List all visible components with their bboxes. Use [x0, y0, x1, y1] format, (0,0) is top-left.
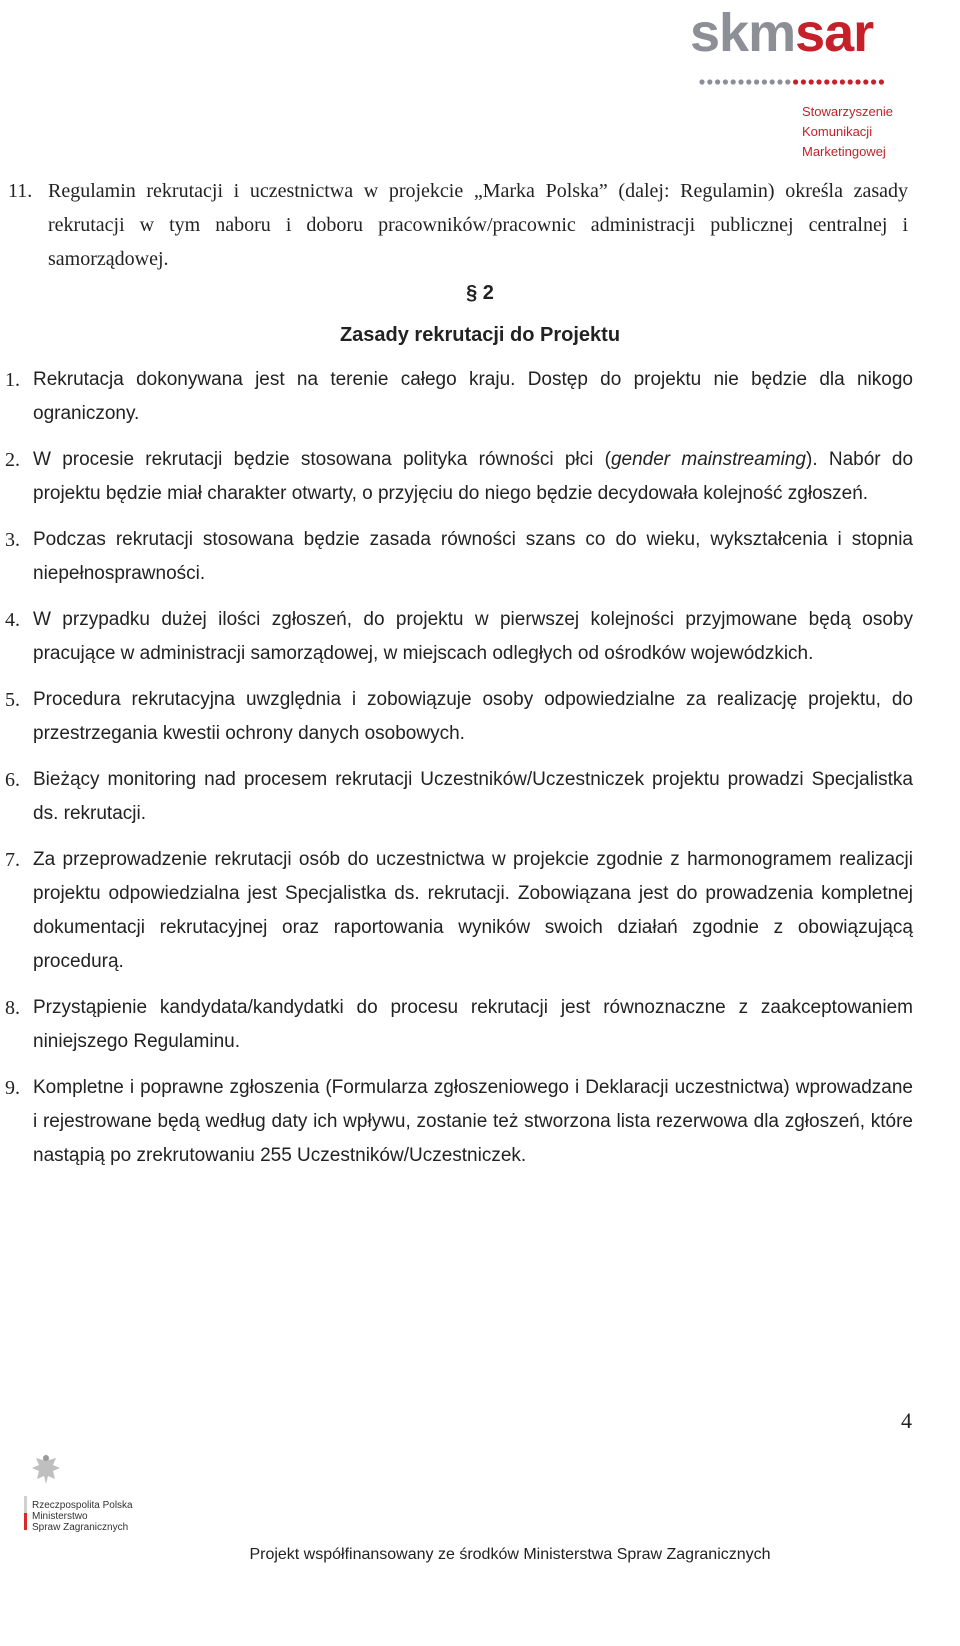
logo-dot: [777, 79, 782, 84]
emblem-flag-icon: [24, 1496, 32, 1530]
list-item: [5, 363, 913, 431]
logo-word-right: sar: [795, 3, 874, 63]
logo-dot: [809, 79, 814, 84]
logo-dot: [754, 79, 759, 84]
section-mark: § 2: [466, 282, 494, 304]
item-number: 9.: [5, 1077, 20, 1099]
item-number: 2.: [5, 449, 20, 471]
logo-sub-line: Komunikacji: [802, 124, 873, 139]
list-item: [5, 763, 913, 831]
item-text-post: ). Nabór do projektu będzie miał charakter otwarty, o przyjęciu do niego będzie decydowała kolejność zgłoszeń.: [33, 449, 914, 504]
item-text: Przystąpienie kandydata/kandydatki do procesu rekrutacji jest równoznaczne z zaakceptowaniem niniejszego Regulaminu.: [33, 997, 913, 1052]
logo-dot: [707, 79, 712, 84]
logo-dot: [715, 79, 720, 84]
item-text: Podczas rekrutacji stosowana będzie zasada równości szans co do wieku, wykształcenia i stopnia niepełnosprawności.: [33, 529, 913, 584]
list-item: [5, 523, 913, 591]
logo-dot: [871, 79, 876, 84]
rules-list: [5, 363, 913, 1185]
list-item: [5, 683, 913, 751]
logo-dot: [824, 79, 829, 84]
item-number: 6.: [5, 769, 20, 791]
logo-dot: [785, 79, 790, 84]
item-number: 1.: [5, 369, 20, 391]
item-text: Kompletne i poprawne zgłoszenia (Formularza zgłoszeniowego i Deklaracji uczestnictwa) wprowadzane i rejestrowane będą według daty ich wpływu, zostanie też stworzona lista rezerwowa dla zgłoszeń, które nastąpią po zrekrutowaniu 255 Uczestników/Uczestniczek.: [33, 1077, 913, 1166]
item-text: Bieżący monitoring nad procesem rekrutacji Uczestników/Uczestniczek projektu prowadzi Specjalistka ds. rekrutacji.: [33, 769, 913, 824]
section-title: Zasady rekrutacji do Projektu: [339, 324, 621, 346]
list-item: [5, 1071, 913, 1173]
logo-dot: [840, 79, 845, 84]
item-number: 7.: [5, 849, 20, 871]
item-text: Procedura rekrutacyjna uwzględnia i zobowiązuje osoby odpowiedzialne za realizację projektu, do przestrzegania kwestii ochrony danych osobowych.: [33, 689, 913, 744]
logo-wordmark: [690, 3, 874, 63]
logo-dot: [762, 79, 767, 84]
item-text: W przypadku dużej ilości zgłoszeń, do projektu w pierwszej kolejności przyjmowane będą osoby pracujące w administracji samorządowej, w miejscach odległych od ośrodków wojewódzkich.: [33, 609, 913, 664]
logo-dots-icon: [698, 76, 888, 88]
intro-number: 11.: [8, 180, 33, 202]
logo-subtitle: [802, 102, 893, 162]
intro-paragraph: [8, 174, 908, 276]
item-text: Rekrutacja dokonywana jest na terenie całego kraju. Dostęp do projektu nie będzie dla nikogo ograniczony.: [33, 369, 913, 424]
logo-dot: [746, 79, 751, 84]
logo-dot: [832, 79, 837, 84]
item-number: 5.: [5, 689, 20, 711]
logo-dot: [816, 79, 821, 84]
list-item: [5, 843, 913, 979]
logo-dot: [723, 79, 728, 84]
logo-sub-line: Stowarzyszenie: [802, 104, 894, 119]
skmsar-logo: [690, 3, 900, 159]
list-item: [5, 443, 913, 511]
item-text: [33, 449, 913, 504]
logo-dot: [793, 79, 798, 84]
intro-text: Regulamin rekrutacji i uczestnictwa w projekcie „Marka Polska” (dalej: Regulamin) określa zasady rekrutacji w tym naboru i doboru pracowników/pracownic administracji publicznej centralnej i samorządowej.: [48, 180, 908, 270]
emblem-line: Rzeczpospolita Polska: [32, 1500, 133, 1511]
emblem-line: Spraw Zagranicznych: [32, 1522, 129, 1533]
page-number: 4: [901, 1408, 912, 1433]
logo-sub-line: Marketingowej: [802, 144, 886, 159]
logo-dot: [770, 79, 775, 84]
item-number: 3.: [5, 529, 20, 551]
list-item: [5, 603, 913, 671]
logo-dot: [699, 79, 704, 84]
item-text: Za przeprowadzenie rekrutacji osób do uczestnictwa w projekcie zgodnie z harmonogramem realizacji projektu odpowiedzialna jest Specjalistka ds. rekrutacji. Zobowiązana jest do prowadzenia kompletnej dokumentacji rekrutacyjnej oraz raportowania wyników swoich działań zgodnie z obowiązującą procedurą.: [33, 849, 913, 972]
logo-word-left: skm: [690, 3, 796, 63]
footer: [0, 1544, 960, 1566]
item-text-pre: W procesie rekrutacji będzie stosowana polityka równości płci (: [33, 449, 611, 470]
logo-dot: [879, 79, 884, 84]
logo-dot: [731, 79, 736, 84]
ministry-emblem: [24, 1450, 154, 1540]
logo-dot: [738, 79, 743, 84]
logo-dot: [801, 79, 806, 84]
logo-dot: [848, 79, 853, 84]
emblem-line: Ministerstwo: [32, 1511, 88, 1522]
footer-text: Projekt współfinansowany ze środków Ministerstwa Spraw Zagranicznych: [249, 1546, 771, 1563]
item-number: 4.: [5, 609, 20, 631]
emblem-text: [32, 1500, 133, 1533]
item-number: 8.: [5, 997, 20, 1019]
logo-dot: [855, 79, 860, 84]
logo-dot: [863, 79, 868, 84]
list-item: [5, 991, 913, 1059]
item-text-italic: gender mainstreaming: [610, 449, 806, 470]
eagle-emblem-icon: [26, 1450, 66, 1490]
